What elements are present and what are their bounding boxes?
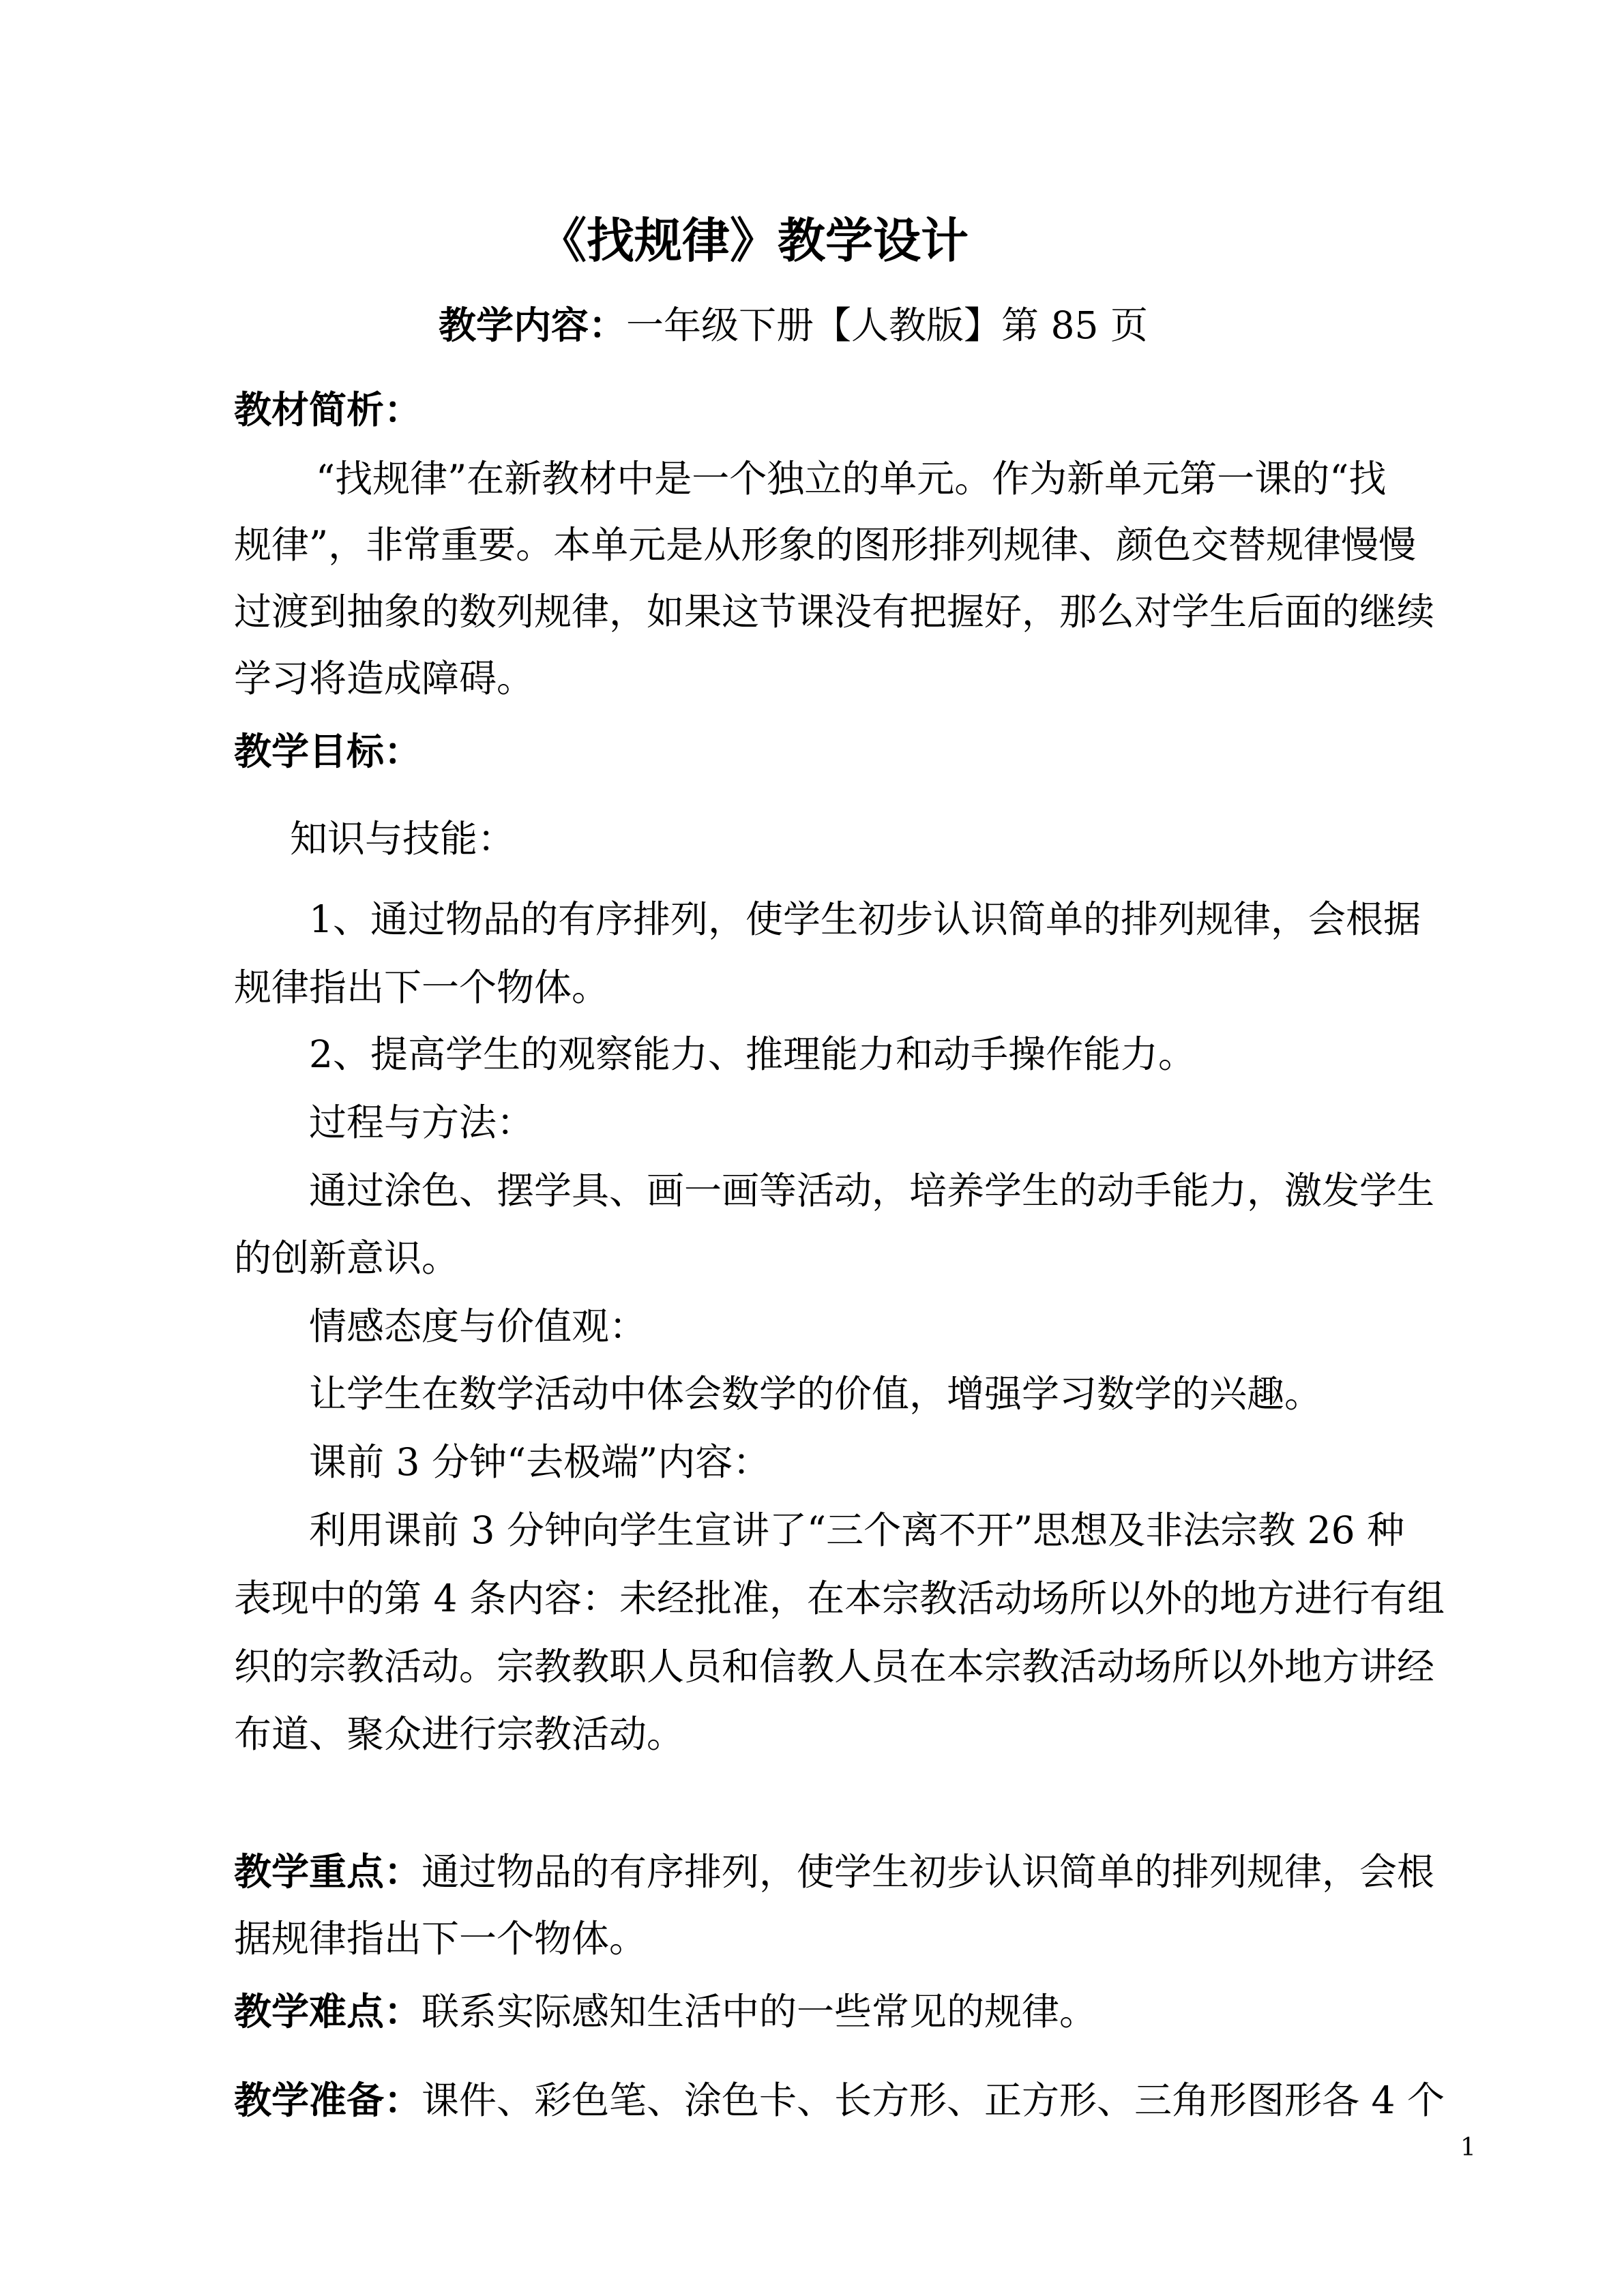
document-title: 《找规律》教学设计 <box>539 212 969 269</box>
emotion-heading: 情感态度与价值观： <box>309 1304 647 1348</box>
process-line: 的创新意识。 <box>234 1236 460 1280</box>
preparation <box>234 2076 1445 2124</box>
analysis-line: 规律”，非常重要。本单元是从形象的图形排列规律、颜色交替规律慢慢 <box>234 523 1417 567</box>
goals-heading: 教学目标： <box>234 729 422 773</box>
key-point-cont: 据规律指出下一个物体。 <box>234 1917 647 1960</box>
teaching-content-label: 教学内容： <box>439 303 627 347</box>
knowledge-item-1-cont: 规律指出下一个物体。 <box>234 966 610 1009</box>
difficulty-label: 教学难点： <box>234 1989 422 2033</box>
pre-class-line: 利用课前 3 分钟向学生宣讲了“三个离不开”思想及非法宗教 26 种 <box>309 1508 1405 1552</box>
key-point-text: 通过物品的有序排列，使学生初步认识简单的排列规律，会根 <box>422 1850 1435 1894</box>
key-point <box>234 1848 1434 1896</box>
analysis-line: “找规律”在新教材中是一个独立的单元。作为新单元第一课的“找 <box>316 457 1387 501</box>
teaching-content-text: 一年级下册【人教版】第 85 页 <box>626 303 1148 347</box>
pre-class-line: 表现中的第 4 条内容：未经批准，在本宗教活动场所以外的地方进行有组 <box>234 1577 1445 1620</box>
emotion-text: 让学生在数学活动中体会数学的价值，增强学习数学的兴趣。 <box>309 1372 1323 1416</box>
knowledge-item-2: 2、提高学生的观察能力、推理能力和动手操作能力。 <box>309 1032 1196 1076</box>
pre-class-line: 布道、聚众进行宗教活动。 <box>234 1712 685 1756</box>
pre-class-heading: 课前 3 分钟“去极端”内容： <box>309 1440 771 1484</box>
knowledge-heading: 知识与技能： <box>290 817 516 861</box>
teaching-content <box>439 301 1148 349</box>
analysis-line: 学习将造成障碍。 <box>234 657 535 700</box>
preparation-label: 教学准备： <box>234 2078 422 2122</box>
analysis-heading: 教材简析： <box>234 387 422 432</box>
pre-class-line: 织的宗教活动。宗教教职人员和信教人员在本宗教活动场所以外地方讲经 <box>234 1645 1435 1688</box>
knowledge-item-1: 1、通过物品的有序排列，使学生初步认识简单的排列规律，会根据 <box>309 897 1421 941</box>
key-point-label: 教学重点： <box>234 1849 422 1894</box>
page-number: 1 <box>1460 2134 1476 2162</box>
analysis-line: 过渡到抽象的数列规律，如果这节课没有把握好，那么对学生后面的继续 <box>234 590 1435 633</box>
preparation-text: 课件、彩色笔、涂色卡、长方形、正方形、三角形图形各 4 个 <box>422 2078 1445 2122</box>
difficulty-text: 联系实际感知生活中的一些常见的规律。 <box>422 1990 1097 2033</box>
process-line: 通过涂色、摆学具、画一画等活动，培养学生的动手能力，激发学生 <box>309 1169 1435 1212</box>
difficulty <box>234 1988 1097 2036</box>
process-heading: 过程与方法： <box>309 1101 535 1144</box>
